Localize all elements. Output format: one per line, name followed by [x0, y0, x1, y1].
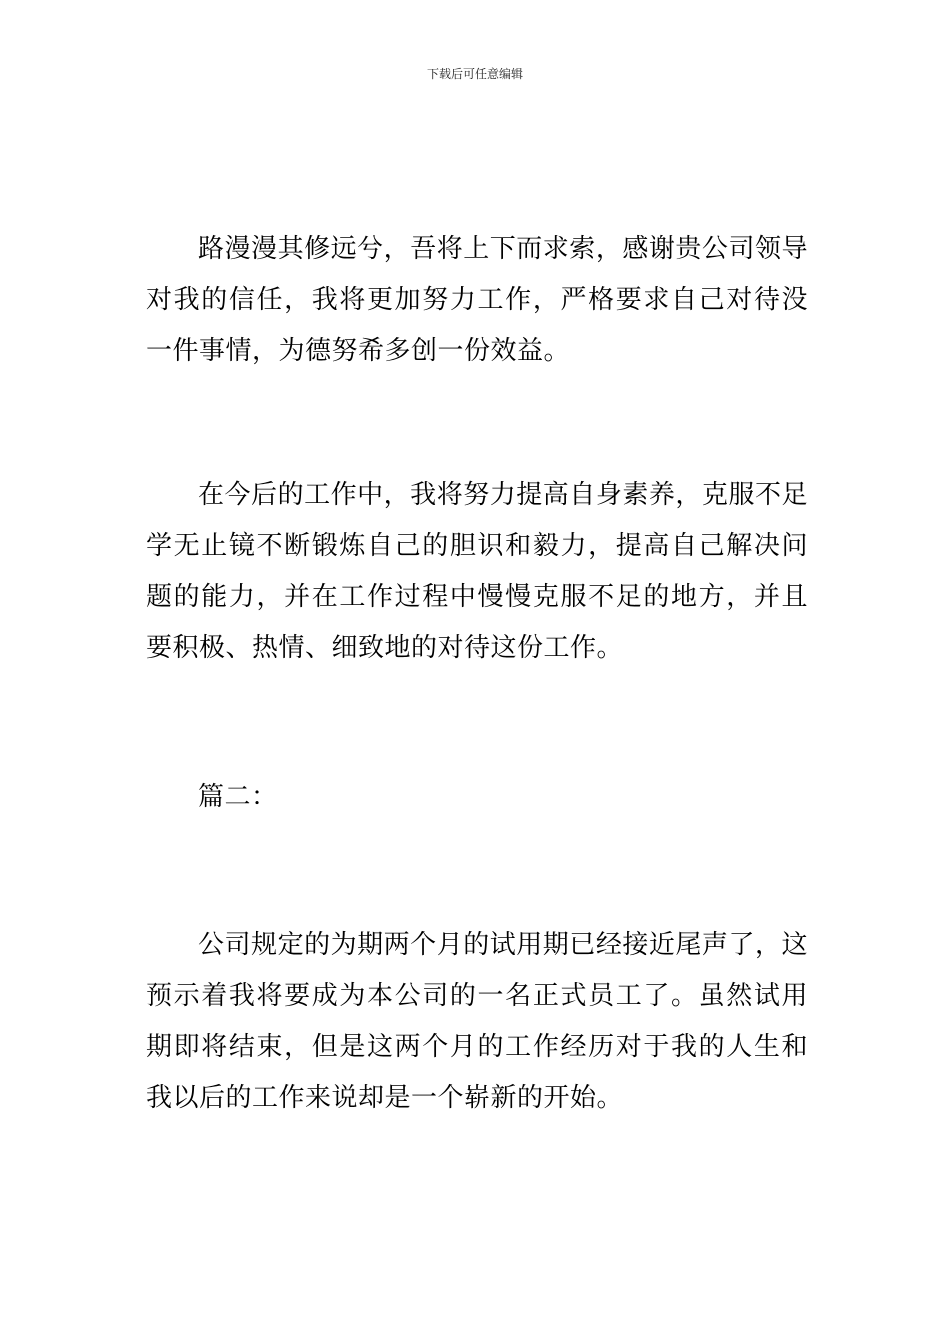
paragraph-future-work: 在今后的工作中，我将努力提高自身素养，克服不足学无止镜不断锻炼自己的胆识和毅力，提高自己解决问题的能力，并在工作过程中慢慢克服不足的地方，并且要积极、热情、细致地的对待这份工作。: [146, 480, 808, 663]
page-header: 下载后可任意编辑: [426, 67, 523, 81]
paragraph-gratitude: 路漫漫其修远兮，吾将上下而求索，感谢贵公司领导对我的信任，我将更加努力工作，严格要求自己对待没一件事情，为德努希多创一份效益。: [146, 234, 808, 366]
section-heading: 篇二：: [198, 782, 278, 812]
paragraph-probation: 公司规定的为期两个月的试用期已经接近尾声了，这预示着我将要成为本公司的一名正式员工了。虽然试用期即将结束，但是这两个月的工作经历对于我的人生和我以后的工作来说却是一个崭新的开始。: [146, 930, 808, 1113]
